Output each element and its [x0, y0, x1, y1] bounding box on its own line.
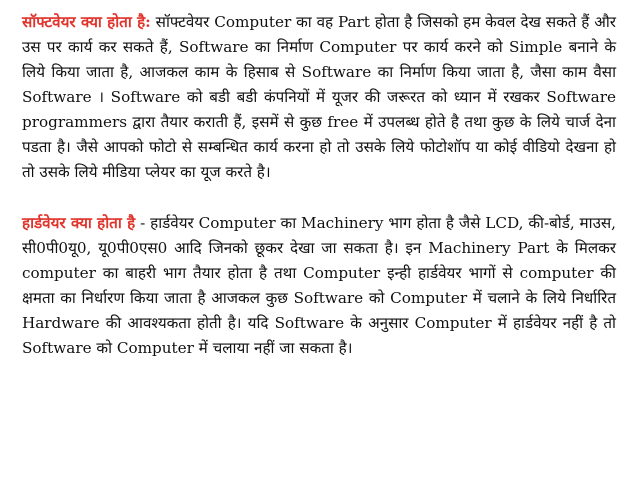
software-heading: सॉफ्टवेयर क्या होता है:: [22, 13, 151, 31]
hardware-paragraph: [22, 211, 616, 361]
software-text: सॉफ्टवेयर Computer का वह Part होता है जिसको हम केवल देख सकते हैं और उस पर कार्य कर सकते हैं, Software का निर्माण Computer पर कार्य करने को Simple बनाने के लिये किया जाता है, आजकल काम के हिसाब से Software का निर्माण किया जाता है, जैसा काम वैसा Software । Software को बडी बडी कंपनियों में यूजर की जरूरत को ध्यान में रखकर Software programmers द्वारा तैयार कराती हैं, इसमें से कुछ free में उपलब्ध होते है तथा कुछ के लिये चार्ज देना पडता है। जैसे आपको फोटो से सम्बन्धित कार्य करना हो तो उसके लिये फोटोशॉप या कोई वीडियो देखना हो तो उसके लिये मीडिया प्लेयर का यूज करते है।: [22, 13, 616, 181]
hardware-text: - हार्डवेयर Computer का Machinery भाग होता है जैसे LCD, की-बोर्ड, माउस, सी0पी0यू0, यू0पी0एस0 आदि जिनको छूकर देखा जा सकता है। इन Machinery Part के मिलकर computer का बाहरी भाग तैयार होता है तथा Computer इन्ही हार्डवेयर भागों से computer की क्षमता का निर्धारण किया जाता है आजकल कुछ Software को Computer में चलाने के लिये निर्धारित Hardware की आवश्यकता होती है। यदि Software के अनुसार Computer में हार्डवेयर नहीं है तो Software को Computer में चलाया नहीं जा सकता है।: [22, 214, 616, 357]
hardware-heading: हार्डवेयर क्या होता है: [22, 214, 136, 232]
software-paragraph: [22, 10, 616, 185]
